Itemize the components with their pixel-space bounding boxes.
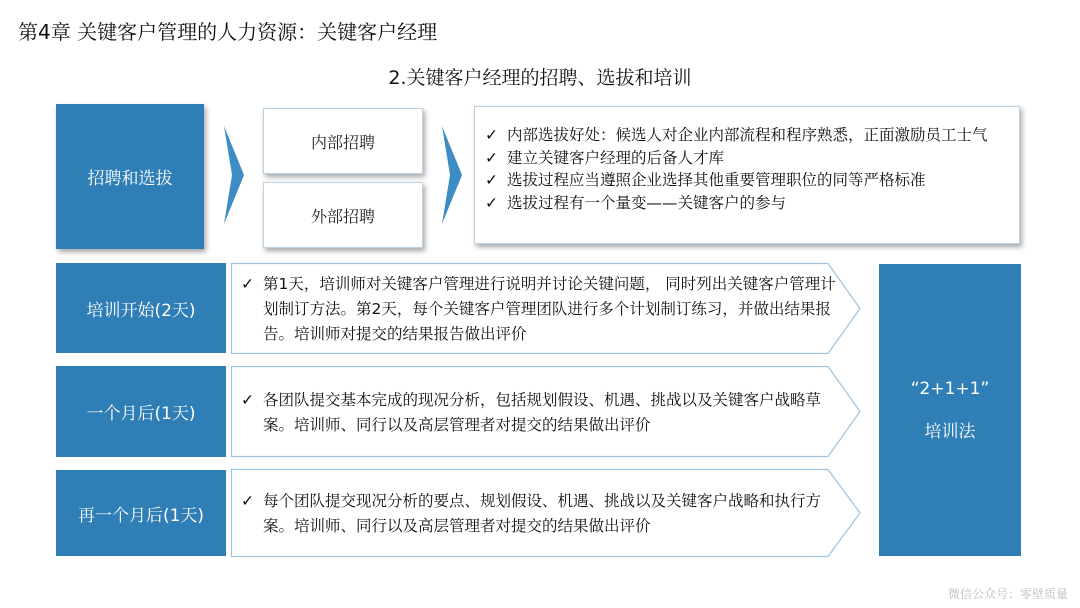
internal-recruitment-box <box>263 108 423 174</box>
external-recruitment-label: 外部招聘 <box>310 206 375 226</box>
internal-recruitment-label: 内部招聘 <box>310 132 375 152</box>
list-item: ✓ 选拔过程应当遵照企业选择其他重要管理职位的同等严格标准 <box>485 169 1013 192</box>
list-item: ✓ 内部选拔好处：候选人对企业内部流程和程序熟悉，正面激励员工士气 <box>485 124 1013 147</box>
checkmark-icon: ✓ <box>241 391 254 409</box>
checkmark-icon: ✓ <box>485 193 498 212</box>
selection-points-list <box>485 124 1013 214</box>
training-method-name: 培训法 <box>924 421 976 442</box>
training-stage-detail-box <box>231 263 861 354</box>
watermark: 微信公众号：零壁质量 <box>947 587 1068 601</box>
recruit-selection-label: 招聘和选拔 <box>87 169 173 189</box>
checkmark-icon: ✓ <box>485 171 498 189</box>
training-stage-text: 每个团队提交现况分析的要点、规划假设、机遇、挑战以及关键客户战略和执行方案。培训师、同行以及高层管理者对提交的结果做出评价 <box>263 492 822 535</box>
external-recruitment-box <box>263 182 423 248</box>
chevron-right-icon <box>440 126 464 224</box>
training-stage-label-box: 一个月后(1天) <box>56 366 226 457</box>
training-stage-text: 第1天，培训师对关键客户管理进行说明并讨论关键问题， 同时列出关键客户管理计划制订方法。第2天，每个关键客户管理团队进行多个计划制订练习，并做出结果报告。培训师对提交的结果报告做出评价 <box>263 275 836 343</box>
checkmark-icon: ✓ <box>485 148 498 167</box>
training-stage-detail-box <box>231 469 861 557</box>
checkmark-icon: ✓ <box>241 492 254 510</box>
checkmark-icon: ✓ <box>485 126 498 144</box>
checkmark-icon: ✓ <box>241 275 254 293</box>
chevron-right-icon <box>222 126 246 224</box>
selection-points-box <box>474 106 1020 244</box>
section-title: 2.关键客户经理的招聘、选拔和培训 <box>388 67 692 89</box>
recruit-selection-box <box>56 104 204 249</box>
training-method-quote: “2+1+1” <box>910 378 990 399</box>
list-item: ✓ 选拔过程有一个量变——关键客户的参与 <box>485 192 1013 215</box>
training-stage-text: 各团队提交基本完成的现况分析，包括规划假设、机遇、挑战以及关键客户战略草案。培训师、同行以及高层管理者对提交的结果做出评价 <box>263 391 822 434</box>
training-stage-detail-box <box>231 366 861 457</box>
training-stage-label-box: 培训开始(2天) <box>56 263 226 353</box>
list-item: ✓ 建立关键客户经理的后备人才库 <box>485 147 1013 170</box>
chapter-title: 第4章 关键客户管理的人力资源：关键客户经理 <box>18 20 438 44</box>
training-method-box <box>879 264 1021 556</box>
training-stage-label-box: 再一个月后(1天) <box>56 470 226 556</box>
